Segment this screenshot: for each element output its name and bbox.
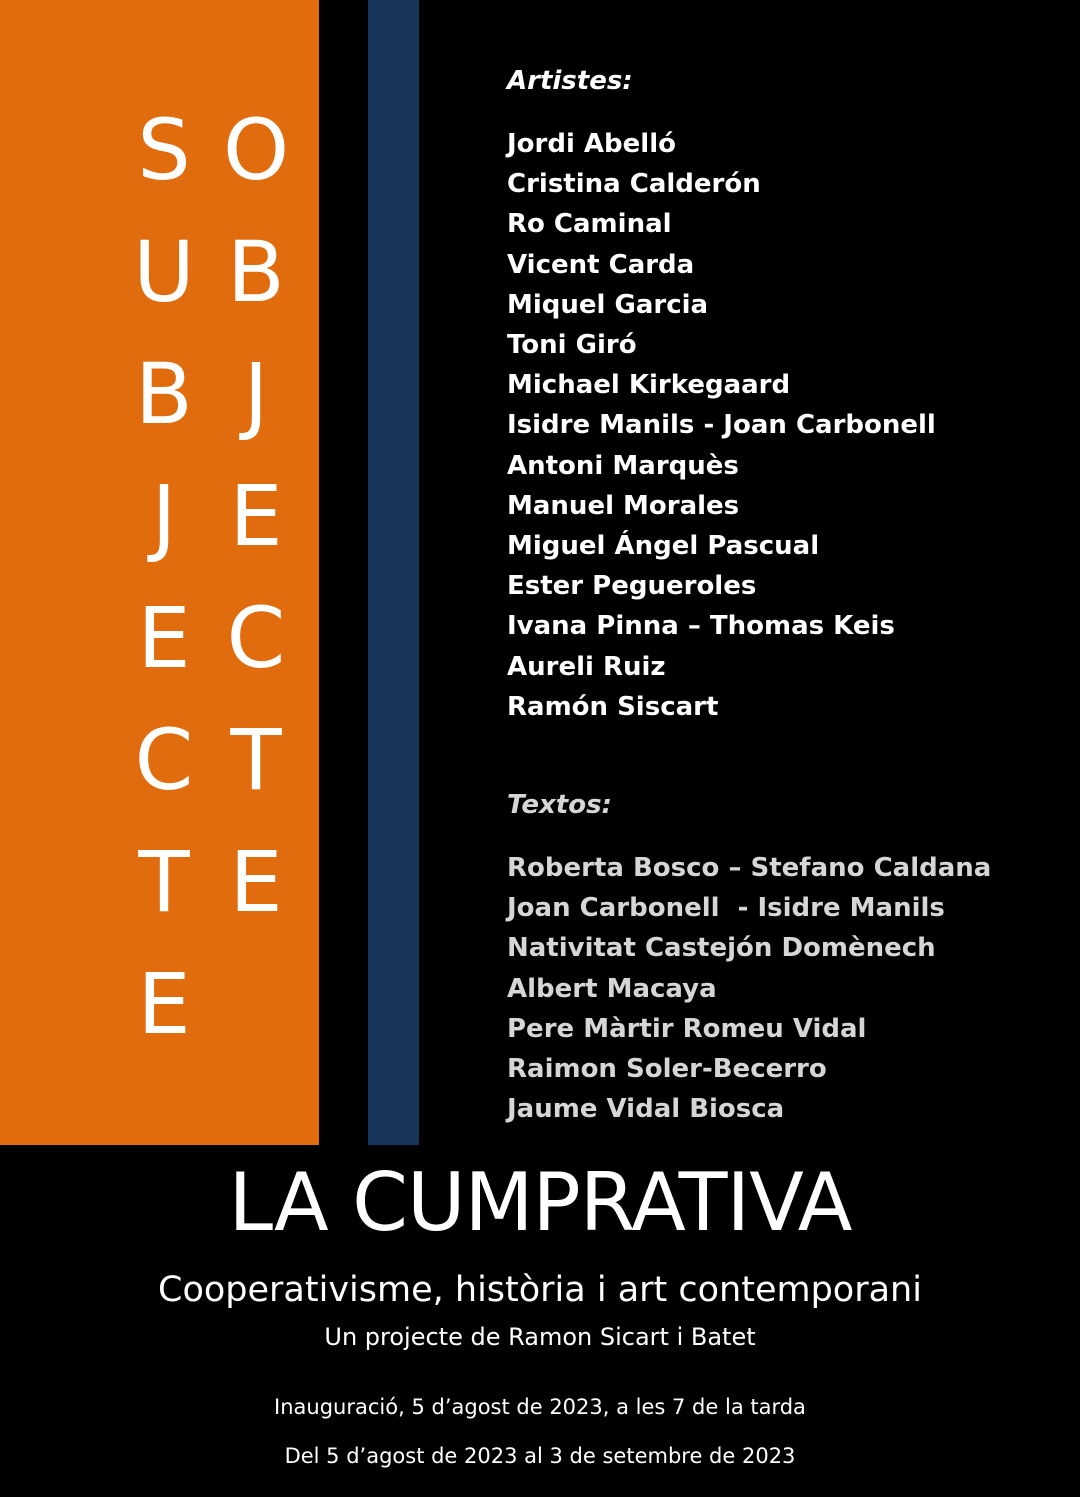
artist-name: Ro Caminal bbox=[507, 209, 672, 240]
author-name: Albert Macaya bbox=[507, 973, 717, 1004]
artist-name: Aureli Ruiz bbox=[507, 651, 666, 682]
artist-name: Michael Kirkegaard bbox=[507, 370, 791, 401]
title-letter: C bbox=[134, 711, 194, 809]
author-name: Raimon Soler-Becerro bbox=[507, 1054, 827, 1085]
title-letter: E bbox=[229, 833, 283, 931]
project-credit: Un projecte de Ramon Sicart i Batet bbox=[324, 1323, 756, 1351]
title-letter: T bbox=[138, 833, 190, 931]
artist-name: Ramón Siscart bbox=[507, 691, 719, 722]
orange-panel bbox=[0, 0, 319, 1145]
artists-section bbox=[507, 68, 936, 727]
title-letter: J bbox=[243, 345, 269, 443]
title-letter: B bbox=[227, 223, 285, 321]
title-letter: U bbox=[133, 223, 195, 321]
texts-list bbox=[507, 848, 991, 1129]
title-letter: T bbox=[230, 711, 282, 809]
author-name: Roberta Bosco – Stefano Caldana bbox=[507, 853, 992, 883]
title-letter: E bbox=[229, 467, 283, 565]
title-letter: E bbox=[137, 955, 191, 1053]
texts-section bbox=[507, 792, 991, 1129]
author-name: Nativitat Castejón Domènech bbox=[507, 933, 936, 964]
title-letter: E bbox=[137, 589, 191, 687]
author-name: Joan Carbonell - Isidre Manils bbox=[507, 893, 945, 924]
exhibition-subtitle: Cooperativisme, història i art contemporani bbox=[158, 1270, 922, 1310]
artist-name: Ester Pegueroles bbox=[507, 571, 757, 602]
title-letter: S bbox=[137, 101, 191, 199]
artist-name: Vicent Carda bbox=[507, 249, 695, 280]
artist-name: Miquel Garcia bbox=[507, 289, 709, 320]
title-letter: C bbox=[226, 589, 286, 687]
author-name: Pere Màrtir Romeu Vidal bbox=[507, 1013, 867, 1044]
title-letter: J bbox=[151, 467, 177, 565]
artist-name: Isidre Manils - Joan Carbonell bbox=[507, 410, 936, 441]
opening-date: Inauguració, 5 d’agost de 2023, a les 7 de la tarda bbox=[274, 1395, 806, 1419]
artist-name: Antoni Marquès bbox=[507, 450, 739, 481]
exhibition-title: LA CUMPRATIVA bbox=[228, 1156, 852, 1249]
title-letter: O bbox=[222, 101, 290, 199]
title-letter: B bbox=[135, 345, 193, 443]
artists-heading: Artistes: bbox=[507, 66, 633, 96]
navy-divider-bar bbox=[368, 0, 419, 1145]
artist-name: Manuel Morales bbox=[507, 490, 740, 521]
author-name: Jaume Vidal Biosca bbox=[507, 1094, 785, 1125]
artist-name: Miguel Ángel Pascual bbox=[507, 531, 820, 562]
exhibition-period: Del 5 d’agost de 2023 al 3 de setembre de 2023 bbox=[284, 1444, 796, 1468]
artist-name: Ivana Pinna – Thomas Keis bbox=[507, 611, 895, 642]
texts-heading: Textos: bbox=[507, 790, 612, 820]
artist-name: Toni Giró bbox=[507, 330, 637, 361]
artist-name: Jordi Abelló bbox=[507, 129, 676, 159]
artist-name: Cristina Calderón bbox=[507, 169, 761, 200]
artists-list bbox=[507, 124, 936, 727]
